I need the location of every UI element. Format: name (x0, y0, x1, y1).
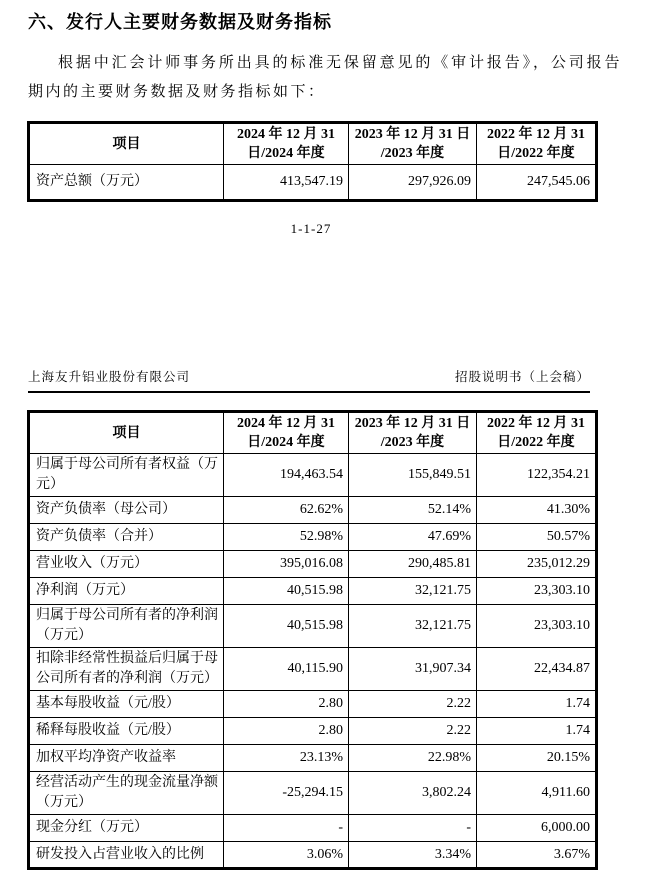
value-cell-2022: 23,303.10 (477, 578, 597, 605)
col-header-2023-line2: /2023 年度 (380, 146, 445, 161)
col-header-2022 (477, 123, 597, 165)
col-header-item: 项目 (29, 412, 224, 454)
section-heading: 六、发行人主要财务数据及财务指标 (28, 12, 332, 32)
col-header-2024-line2: 日/2024 年度 (247, 146, 325, 161)
value-cell-2022: 122,354.21 (477, 454, 597, 497)
value-cell-2024: 40,115.90 (224, 648, 349, 691)
header-company-name: 上海友升铝业股份有限公司 (28, 370, 191, 384)
table-row (29, 605, 597, 648)
col-header-2023-line1: 2023 年 12 月 31 日 (354, 416, 471, 431)
value-cell-2023: 2.22 (349, 691, 477, 718)
row-label-cell: 加权平均净资产收益率 (29, 745, 224, 772)
page-number: 1-1-27 (290, 221, 332, 236)
col-header-2022-line2: 日/2022 年度 (497, 146, 575, 161)
value-cell-2023: 52.14% (349, 497, 477, 524)
col-header-2022-line1: 2022 年 12 月 31 (487, 416, 585, 431)
table-row (29, 497, 597, 524)
row-label-cell: 研发投入占营业收入的比例 (29, 842, 224, 869)
col-header-2024-line2: 日/2024 年度 (247, 435, 325, 450)
table-row (29, 718, 597, 745)
col-header-2024-line1: 2024 年 12 月 31 (237, 416, 335, 431)
value-cell-2024: 62.62% (224, 497, 349, 524)
col-header-2024-line1: 2024 年 12 月 31 (237, 127, 335, 142)
col-header-2023 (349, 412, 477, 454)
value-cell-2024: 395,016.08 (224, 551, 349, 578)
table-row (29, 745, 597, 772)
table-row (29, 524, 597, 551)
row-label-cell: 资产总额（万元） (29, 165, 224, 201)
value-cell-2022: 50.57% (477, 524, 597, 551)
row-label-cell: 经营活动产生的现金流量净额（万元） (29, 772, 224, 815)
value-cell-2024: -25,294.15 (224, 772, 349, 815)
value-cell-2023: 32,121.75 (349, 578, 477, 605)
value-cell-2022: 22,434.87 (477, 648, 597, 691)
table-header-row (29, 123, 597, 165)
financial-table-1 (27, 121, 598, 202)
table-row (29, 648, 597, 691)
value-cell-2022: 23,303.10 (477, 605, 597, 648)
table-row (29, 551, 597, 578)
value-cell-2023: 31,907.34 (349, 648, 477, 691)
row-label-cell: 扣除非经常性损益后归属于母公司所有者的净利润（万元） (29, 648, 224, 691)
value-cell-2024: 3.06% (224, 842, 349, 869)
value-cell-2023: 155,849.51 (349, 454, 477, 497)
value-cell-2023: 297,926.09 (349, 165, 477, 201)
value-cell-2023: 290,485.81 (349, 551, 477, 578)
row-label-cell: 稀释每股收益（元/股） (29, 718, 224, 745)
col-header-item: 项目 (29, 123, 224, 165)
col-header-2022-line1: 2022 年 12 月 31 (487, 127, 585, 142)
table-header-row (29, 412, 597, 454)
value-cell-2022: 1.74 (477, 718, 597, 745)
table-row (29, 815, 597, 842)
col-header-2022-line2: 日/2022 年度 (497, 435, 575, 450)
value-cell-2024: 40,515.98 (224, 578, 349, 605)
value-cell-2022: 3.67% (477, 842, 597, 869)
col-header-2023 (349, 123, 477, 165)
value-cell-2024: - (224, 815, 349, 842)
table-row (29, 578, 597, 605)
value-cell-2023: 3,802.24 (349, 772, 477, 815)
value-cell-2022: 41.30% (477, 497, 597, 524)
value-cell-2023: 32,121.75 (349, 605, 477, 648)
row-label-cell: 净利润（万元） (29, 578, 224, 605)
value-cell-2023: 3.34% (349, 842, 477, 869)
value-cell-2022: 6,000.00 (477, 815, 597, 842)
row-label-cell: 现金分红（万元） (29, 815, 224, 842)
table-row (29, 454, 597, 497)
col-header-2022 (477, 412, 597, 454)
intro-paragraph: 根据中汇会计师事务所出具的标准无保留意见的《审计报告》，公司报告期内的主要财务数据及财务指标如下： (28, 55, 622, 100)
value-cell-2024: 52.98% (224, 524, 349, 551)
col-header-2024 (224, 412, 349, 454)
value-cell-2023: 22.98% (349, 745, 477, 772)
value-cell-2023: 47.69% (349, 524, 477, 551)
value-cell-2024: 2.80 (224, 718, 349, 745)
value-cell-2022: 1.74 (477, 691, 597, 718)
value-cell-2024: 413,547.19 (224, 165, 349, 201)
row-label-cell: 营业收入（万元） (29, 551, 224, 578)
value-cell-2024: 194,463.54 (224, 454, 349, 497)
row-label-cell: 资产负债率（母公司） (29, 497, 224, 524)
value-cell-2022: 235,012.29 (477, 551, 597, 578)
value-cell-2024: 2.80 (224, 691, 349, 718)
table-row (29, 691, 597, 718)
col-header-2024 (224, 123, 349, 165)
page-header (28, 367, 590, 393)
value-cell-2023: 2.22 (349, 718, 477, 745)
row-label-cell: 归属于母公司所有者的净利润（万元） (29, 605, 224, 648)
table-row (29, 842, 597, 869)
col-header-2023-line2: /2023 年度 (380, 435, 445, 450)
value-cell-2022: 20.15% (477, 745, 597, 772)
row-label-cell: 资产负债率（合并） (29, 524, 224, 551)
value-cell-2024: 40,515.98 (224, 605, 349, 648)
col-header-2023-line1: 2023 年 12 月 31 日 (354, 127, 471, 142)
value-cell-2024: 23.13% (224, 745, 349, 772)
value-cell-2023: - (349, 815, 477, 842)
financial-table-2 (27, 410, 598, 870)
value-cell-2022: 247,545.06 (477, 165, 597, 201)
row-label-cell: 基本每股收益（元/股） (29, 691, 224, 718)
table-row (29, 165, 597, 201)
table-row (29, 772, 597, 815)
row-label-cell: 归属于母公司所有者权益（万元） (29, 454, 224, 497)
header-document-title: 招股说明书（上会稿） (454, 370, 590, 384)
value-cell-2022: 4,911.60 (477, 772, 597, 815)
